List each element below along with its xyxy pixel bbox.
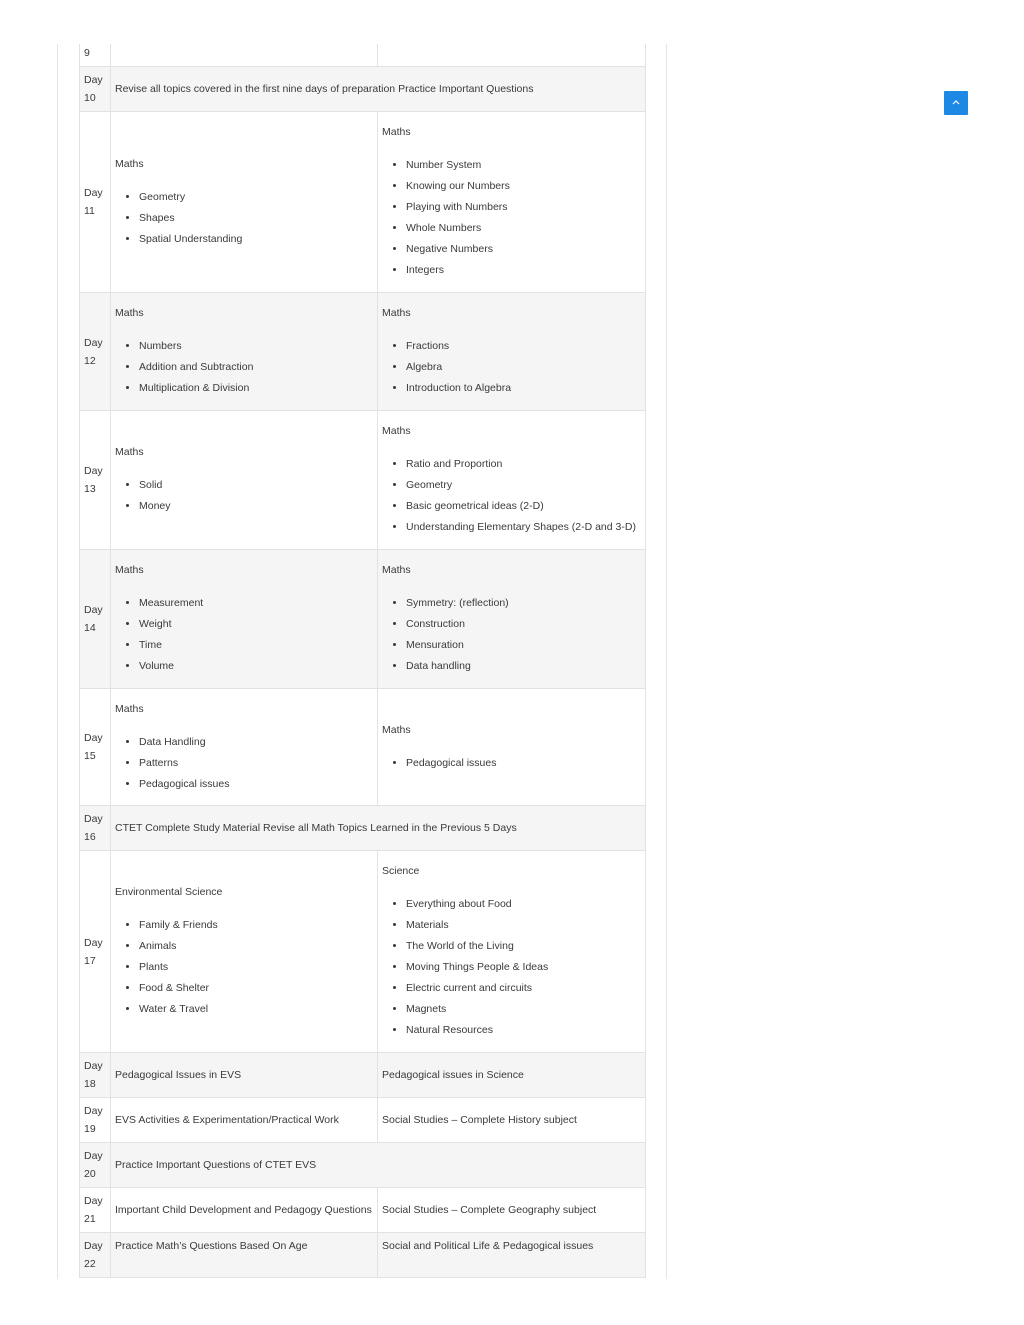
day-number: 20 <box>84 1168 96 1180</box>
topic-list-item: • Animals <box>139 936 377 957</box>
topic-text: Important Child Development and Pedagogy Questions <box>115 1204 372 1216</box>
topic-list-item: • Food & Shelter <box>139 978 377 999</box>
scroll-to-top-button[interactable] <box>944 91 968 115</box>
table-row <box>80 1098 646 1143</box>
table-row <box>80 1188 646 1233</box>
topic-list-item: • Symmetry: (reflection) <box>406 593 645 614</box>
day-number: 12 <box>84 354 96 367</box>
topic-list <box>115 336 377 399</box>
study-plan-table <box>79 44 646 1278</box>
merged-topic-cell <box>111 806 646 851</box>
day-label: Day <box>84 465 103 477</box>
left-topic-cell <box>111 1098 378 1143</box>
cell-title: Maths <box>382 723 411 736</box>
topic-list <box>115 593 377 677</box>
day-label: Day <box>84 732 103 744</box>
right-topic-cell <box>378 411 646 550</box>
day-label: Day <box>84 1240 103 1252</box>
topic-list-item: • Knowing our Numbers <box>406 176 645 197</box>
table-row <box>80 1143 646 1188</box>
topic-list-item: • Playing with Numbers <box>406 197 645 218</box>
topic-list <box>115 475 377 517</box>
topic-list-item: • Everything about Food <box>406 894 645 915</box>
right-topic-cell <box>378 1098 646 1143</box>
topic-list-item: • Geometry <box>406 475 645 496</box>
table-row <box>80 851 646 1053</box>
table-row <box>80 806 646 851</box>
day-number: 17 <box>84 954 96 967</box>
topic-list-item: • Addition and Subtraction <box>139 357 377 378</box>
topic-list-item: • Geometry <box>139 187 377 208</box>
topic-text: CTET Complete Study Material Revise all Math Topics Learned in the Previous 5 Days <box>115 822 517 834</box>
right-topic-cell <box>378 44 646 67</box>
left-topic-cell <box>111 1233 378 1278</box>
topic-list-item: • Basic geometrical ideas (2-D) <box>406 496 645 517</box>
table-row <box>80 293 646 411</box>
topic-list-item: • Numbers <box>139 336 377 357</box>
topic-list-item: • Volume <box>139 656 377 677</box>
left-topic-cell <box>111 689 378 806</box>
table-row <box>80 112 646 293</box>
topic-list <box>382 593 645 677</box>
table-row <box>80 44 646 67</box>
topic-list <box>382 454 645 538</box>
topic-list-item: • Number System <box>406 155 645 176</box>
right-topic-cell <box>378 851 646 1053</box>
right-topic-cell <box>378 293 646 411</box>
topic-list-item: • Algebra <box>406 357 645 378</box>
topic-list-item: • Introduction to Algebra <box>406 378 645 399</box>
merged-topic-cell <box>111 67 646 112</box>
cell-title: Maths <box>382 126 411 138</box>
topic-list-item: • Family & Friends <box>139 915 377 936</box>
right-topic-cell <box>378 1188 646 1233</box>
topic-list <box>115 732 377 795</box>
left-topic-cell <box>111 851 378 1053</box>
day-label: Day <box>84 1195 103 1207</box>
cell-title: Environmental Science <box>115 886 223 898</box>
topic-list-item: • Electric current and circuits <box>406 978 645 999</box>
topic-list-item: • Shapes <box>139 208 377 229</box>
topic-list-item: • Money <box>139 496 377 517</box>
table-row <box>80 550 646 689</box>
chevron-up-icon <box>952 99 960 107</box>
topic-text: Social Studies – Complete History subject <box>382 1114 577 1126</box>
topic-list-item: • Solid <box>139 475 377 496</box>
topic-list-item: • Understanding Elementary Shapes (2-D and 3-D) <box>406 517 645 538</box>
topic-list-item: • Integers <box>406 260 645 281</box>
topic-list-item: • Time <box>139 635 377 656</box>
day-cell <box>80 1053 111 1098</box>
topic-text: Pedagogical issues in Science <box>382 1069 524 1081</box>
day-number: 22 <box>84 1258 96 1270</box>
topic-text: Revise all topics covered in the first nine days of preparation Practice Important Questions <box>115 83 534 95</box>
merged-topic-cell <box>111 1143 646 1188</box>
topic-list-item: • Moving Things People & Ideas <box>406 957 645 978</box>
cell-title: Maths <box>382 425 411 437</box>
article-content <box>57 44 667 1279</box>
left-topic-cell <box>111 293 378 411</box>
cell-title: Maths <box>115 564 144 576</box>
topic-list <box>382 336 645 399</box>
topic-list-item: • Negative Numbers <box>406 239 645 260</box>
day-number: 9 <box>84 47 90 59</box>
topic-list-item: • The World of the Living <box>406 936 645 957</box>
left-topic-cell <box>111 411 378 550</box>
topic-list-item: • Plants <box>139 957 377 978</box>
cell-title: Maths <box>115 157 144 170</box>
left-topic-cell <box>111 1188 378 1233</box>
topic-list-item: • Construction <box>406 614 645 635</box>
day-number: 11 <box>84 205 95 217</box>
topic-list-item: • Mensuration <box>406 635 645 656</box>
topic-list-item: • Data handling <box>406 656 645 677</box>
day-number: 16 <box>84 831 96 843</box>
day-number: 14 <box>84 622 96 634</box>
topic-text: Social Studies – Complete Geography subject <box>382 1204 597 1216</box>
topic-text: Practice Math’s Questions Based On Age <box>115 1240 308 1252</box>
topic-list-item: • Ratio and Proportion <box>406 454 645 475</box>
topic-list <box>382 155 645 281</box>
topic-list <box>382 753 645 774</box>
day-label: Day <box>84 187 103 199</box>
topic-list-item: • Whole Numbers <box>406 218 645 239</box>
day-label: Day <box>84 336 103 349</box>
day-number: 18 <box>84 1078 96 1090</box>
day-label: Day <box>84 936 103 949</box>
topic-text: Social and Political Life & Pedagogical issues <box>382 1240 594 1252</box>
cell-title: Maths <box>115 307 144 319</box>
cell-title: Maths <box>115 702 144 715</box>
day-number: 13 <box>84 483 96 495</box>
right-topic-cell <box>378 550 646 689</box>
topic-list-item: • Fractions <box>406 336 645 357</box>
left-topic-cell <box>111 550 378 689</box>
table-row <box>80 67 646 112</box>
day-cell <box>80 293 111 411</box>
table-row <box>80 1233 646 1278</box>
topic-list-item: • Natural Resources <box>406 1020 645 1041</box>
day-cell <box>80 689 111 806</box>
topic-list <box>115 187 377 250</box>
topic-list-item: • Data Handling <box>139 732 377 753</box>
day-label: Day <box>84 74 103 86</box>
day-cell <box>80 1188 111 1233</box>
day-cell <box>80 550 111 689</box>
topic-list-item: • Water & Travel <box>139 999 377 1020</box>
right-topic-cell <box>378 1233 646 1278</box>
day-cell <box>80 1143 111 1188</box>
topic-list-item: • Pedagogical issues <box>139 774 377 795</box>
cell-title: Maths <box>382 307 411 319</box>
topic-list-item: • Spatial Understanding <box>139 229 377 250</box>
day-cell <box>80 112 111 293</box>
left-topic-cell <box>111 44 378 67</box>
topic-list-item: • Pedagogical issues <box>406 753 645 774</box>
table-row <box>80 1053 646 1098</box>
topic-text: EVS Activities & Experimentation/Practical Work <box>115 1114 339 1126</box>
table-row <box>80 689 646 806</box>
day-label: Day <box>84 604 103 616</box>
day-cell <box>80 851 111 1053</box>
day-label: Day <box>84 1150 103 1162</box>
day-cell <box>80 1233 111 1278</box>
day-cell <box>80 411 111 550</box>
day-number: 15 <box>84 750 96 762</box>
right-topic-cell <box>378 689 646 806</box>
day-number: 10 <box>84 92 96 104</box>
topic-list-item: • Materials <box>406 915 645 936</box>
topic-list <box>115 915 377 1020</box>
right-topic-cell <box>378 1053 646 1098</box>
cell-title: Maths <box>115 446 144 458</box>
day-label: Day <box>84 1105 103 1117</box>
topic-list-item: • Weight <box>139 614 377 635</box>
cell-title: Science <box>382 865 420 877</box>
day-cell <box>80 1098 111 1143</box>
day-cell <box>80 67 111 112</box>
table-row <box>80 411 646 550</box>
topic-text: Pedagogical Issues in EVS <box>115 1069 242 1081</box>
topic-list <box>382 894 645 1041</box>
topic-list-item: • Patterns <box>139 753 377 774</box>
day-cell <box>80 44 111 67</box>
left-topic-cell <box>111 112 378 293</box>
day-cell <box>80 806 111 851</box>
topic-text: Practice Important Questions of CTET EVS <box>115 1159 317 1171</box>
day-label: Day <box>84 1060 103 1072</box>
topic-list-item: • Magnets <box>406 999 645 1020</box>
topic-list-item: • Measurement <box>139 593 377 614</box>
day-number: 21 <box>84 1213 96 1225</box>
right-topic-cell <box>378 112 646 293</box>
left-topic-cell <box>111 1053 378 1098</box>
day-label: Day <box>84 813 103 825</box>
day-number: 19 <box>84 1123 96 1135</box>
cell-title: Maths <box>382 564 411 576</box>
topic-list-item: • Multiplication & Division <box>139 378 377 399</box>
